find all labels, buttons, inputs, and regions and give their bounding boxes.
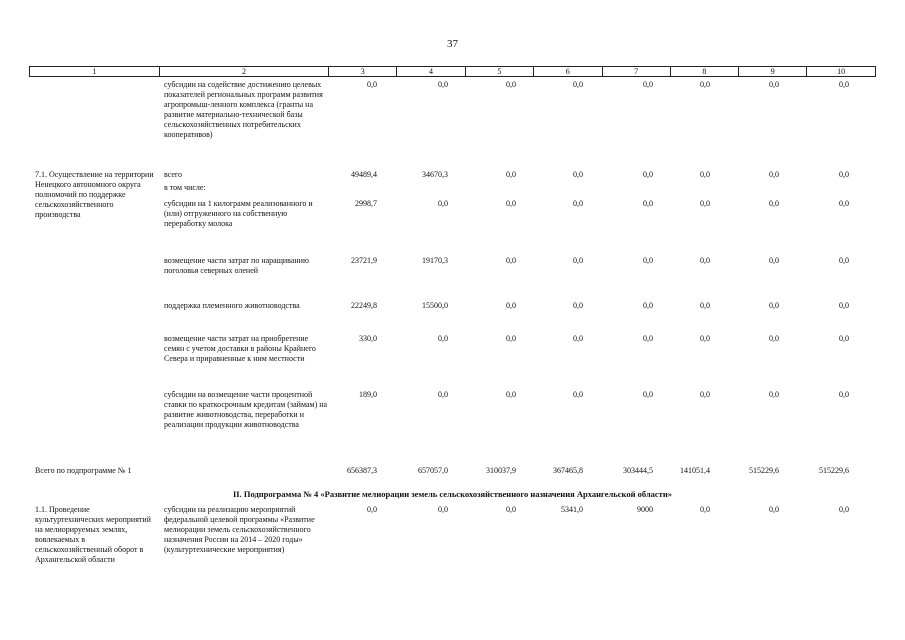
row-funding-source: возмещение части затрат по наращиванию поголовья северных оленей [164, 256, 309, 275]
value-col-6: 0,0 [573, 80, 583, 89]
value-col-4: 19170,3 [422, 256, 448, 265]
value-col-9: 0,0 [769, 256, 779, 265]
value-col-9: 0,0 [769, 199, 779, 208]
value-col-7: 0,0 [643, 199, 653, 208]
row-funding-source: субсидии на 1 килограмм реализованного и (или) отгруженного на собственную переработку молока [164, 199, 313, 228]
value-col-7: 9000 [637, 505, 653, 514]
value-col-6: 0,0 [573, 390, 583, 399]
row-program-name: 1.1. Проведение культуртехнических мероприятий на мелиорируемых землях, вовлекаемых в сельскохозяйственный оборот в Архангельской области [35, 505, 151, 564]
value-col-3: 189,0 [359, 390, 377, 399]
value-col-7: 303444,5 [623, 466, 653, 475]
value-col-6: 0,0 [573, 301, 583, 310]
value-col-4: 0,0 [438, 80, 448, 89]
value-col-5: 0,0 [506, 199, 516, 208]
value-col-3: 656387,3 [347, 466, 377, 475]
header-col-4: 4 [397, 67, 466, 76]
value-col-3: 330,0 [359, 334, 377, 343]
value-col-5: 310037,9 [486, 466, 516, 475]
value-col-6: 367465,8 [553, 466, 583, 475]
header-col-5: 5 [466, 67, 534, 76]
value-col-5: 0,0 [506, 256, 516, 265]
value-col-4: 34670,3 [422, 170, 448, 179]
value-col-9: 0,0 [769, 80, 779, 89]
value-col-7: 0,0 [643, 80, 653, 89]
row-funding-source: всего [164, 170, 183, 179]
value-col-3: 49489,4 [351, 170, 377, 179]
header-col-6: 6 [534, 67, 603, 76]
total-label: Всего по подпрограмме № 1 [35, 466, 132, 475]
value-col-10: 0,0 [839, 170, 849, 179]
header-col-10: 10 [837, 67, 846, 76]
header-col-7: 7 [603, 67, 671, 76]
value-col-5: 0,0 [506, 390, 516, 399]
row-funding-source: поддержка племенного животноводства [164, 301, 300, 310]
header-col-3: 3 [329, 67, 397, 76]
value-col-3: 0,0 [367, 80, 377, 89]
value-col-4: 0,0 [438, 334, 448, 343]
value-col-3: 23721,9 [351, 256, 377, 265]
value-col-10: 0,0 [839, 505, 849, 514]
header-col-1: 1 [30, 67, 160, 76]
value-col-8: 0,0 [700, 170, 710, 179]
header-col-2: 2 [160, 67, 330, 76]
value-col-8: 0,0 [700, 334, 710, 343]
header-col-9: 9 [739, 67, 807, 76]
row-program-name: 7.1. Осуществление на территории Ненецкого автономного округа полномочий по поддержке сельскохозяйственного производства [35, 170, 154, 219]
value-col-4: 0,0 [438, 505, 448, 514]
value-col-8: 0,0 [700, 301, 710, 310]
value-col-5: 0,0 [506, 301, 516, 310]
value-col-8: 0,0 [700, 505, 710, 514]
value-col-10: 0,0 [839, 256, 849, 265]
value-col-5: 0,0 [506, 334, 516, 343]
value-col-9: 0,0 [769, 301, 779, 310]
value-col-5: 0,0 [506, 80, 516, 89]
value-col-10: 0,0 [839, 334, 849, 343]
row-funding-source: субсидии на содействие достижению целевых показателей региональных программ развития агропромыш-ленного комплекса (гранты на развитие материально-технической базы сельскохозяйственных потребительских кооперативов) [164, 80, 323, 139]
value-col-3: 22249,8 [351, 301, 377, 310]
value-col-8: 0,0 [700, 199, 710, 208]
value-col-6: 0,0 [573, 334, 583, 343]
value-col-3: 2998,7 [355, 199, 377, 208]
value-col-4: 657057,0 [418, 466, 448, 475]
row-funding-source: в том числе: [164, 183, 206, 192]
value-col-10: 0,0 [839, 390, 849, 399]
page-number: 37 [447, 38, 458, 50]
value-col-8: 141051,4 [680, 466, 710, 475]
value-col-6: 5341,0 [561, 505, 583, 514]
row-funding-source: субсидии на реализацию мероприятий федеральной целевой программы «Развитие мелиорации земель сельскохозяйственного назначения России на 2014 – 2020 годы» (культуртехнические мероприятия) [164, 505, 315, 554]
value-col-9: 0,0 [769, 505, 779, 514]
row-funding-source: возмещение части затрат на приобретение семян с учетом доставки в районы Крайнего Севера и приравненные к ним местности [164, 334, 316, 363]
value-col-8: 0,0 [700, 256, 710, 265]
value-col-4: 0,0 [438, 199, 448, 208]
value-col-6: 0,0 [573, 199, 583, 208]
value-col-5: 0,0 [506, 170, 516, 179]
value-col-7: 0,0 [643, 301, 653, 310]
value-col-7: 0,0 [643, 256, 653, 265]
value-col-10: 0,0 [839, 80, 849, 89]
value-col-7: 0,0 [643, 390, 653, 399]
value-col-10: 0,0 [839, 301, 849, 310]
value-col-9: 0,0 [769, 170, 779, 179]
value-col-4: 0,0 [438, 390, 448, 399]
value-col-9: 0,0 [769, 390, 779, 399]
value-col-5: 0,0 [506, 505, 516, 514]
column-number-header [29, 66, 876, 77]
section-heading: II. Подпрограмма № 4 «Развитие мелиорации земель сельскохозяйственного назначения Архангельской области» [232, 489, 672, 499]
value-col-9: 0,0 [769, 334, 779, 343]
value-col-8: 0,0 [700, 390, 710, 399]
value-col-4: 15500,0 [422, 301, 448, 310]
value-col-7: 0,0 [643, 170, 653, 179]
value-col-9: 515229,6 [749, 466, 779, 475]
row-funding-source: субсидии на возмещение части процентной ставки по краткосрочным кредитам (займам) на развитие животноводства, переработки и реализации продукции животноводства [164, 390, 328, 429]
value-col-6: 0,0 [573, 256, 583, 265]
value-col-3: 0,0 [367, 505, 377, 514]
value-col-8: 0,0 [700, 80, 710, 89]
value-col-7: 0,0 [643, 334, 653, 343]
header-col-8: 8 [671, 67, 740, 76]
value-col-10: 0,0 [839, 199, 849, 208]
value-col-6: 0,0 [573, 170, 583, 179]
value-col-10: 515229,6 [819, 466, 849, 475]
